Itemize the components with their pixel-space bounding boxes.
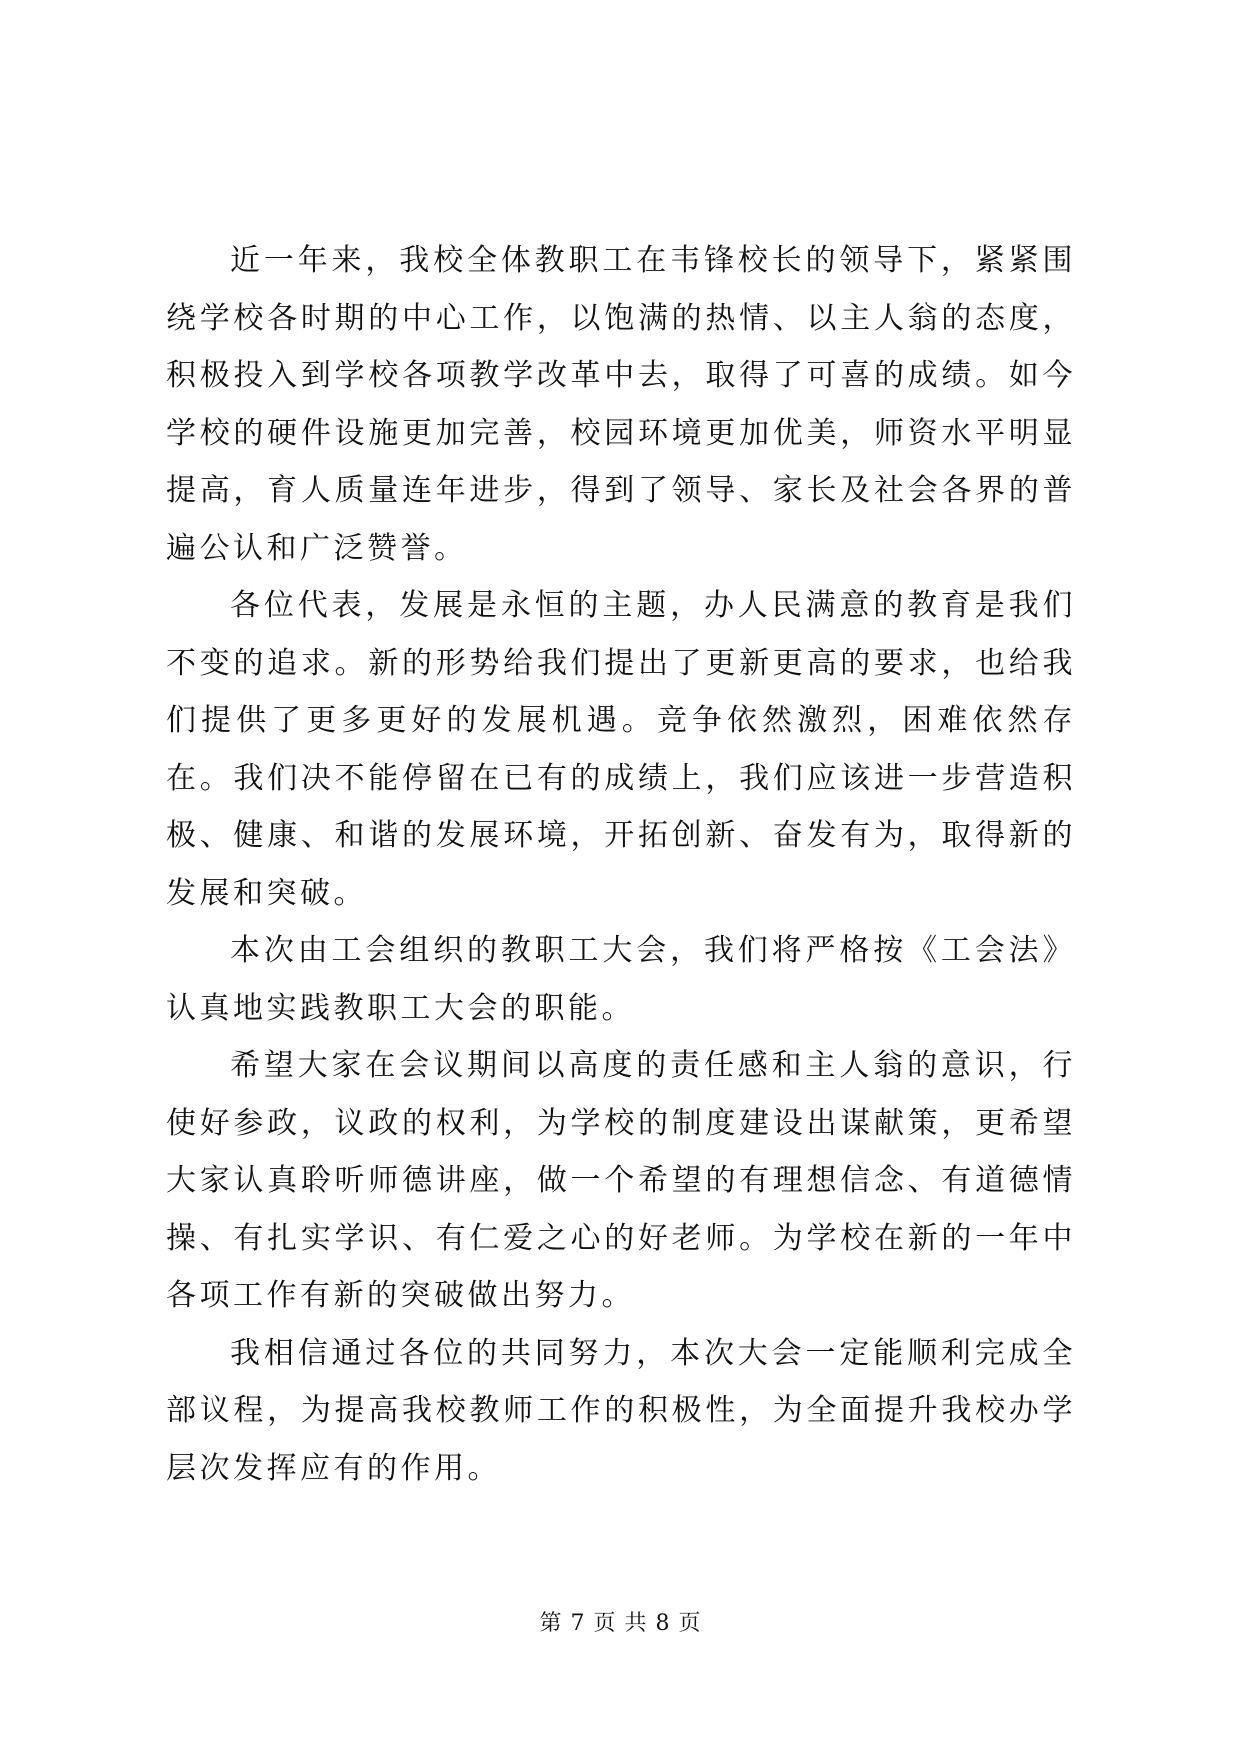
paragraph-2: 各位代表，发展是永恒的主题，办人民满意的教育是我们不变的追求。新的形势给我们提出了更新更高的要求，也给我们提供了更多更好的发展机遇。竞争依然激烈，困难依然存在。我们决不能停留在已有的成绩上，我们应该进一步营造积极、健康、和谐的发展环境，开拓创新、奋发有为，取得新的发展和突破。 [166,588,1076,911]
page-number-footer: 第 7 页 共 8 页 [539,1611,702,1636]
paragraph-1: 近一年来，我校全体教职工在韦锋校长的领导下，紧紧围绕学校各时期的中心工作，以饱满的热情、以主人翁的态度，积极投入到学校各项教学改革中去，取得了可喜的成绩。如今学校的硬件设施更加完善，校园环境更加优美，师资水平明显提高，育人质量连年进步，得到了领导、家长及社会各界的普遍公认和广泛赞誉。 [166,243,1076,566]
paragraph-3: 本次由工会组织的教职工大会，我们将严格按《工会法》认真地实践教职工大会的职能。 [166,933,1076,1026]
document-body [166,232,1076,1497]
paragraph-4: 希望大家在会议期间以高度的责任感和主人翁的意识，行使好参政，议政的权利，为学校的制度建设出谋献策，更希望大家认真聆听师德讲座，做一个希望的有理想信念、有道德情操、有扎实学识、有仁爱之心的好老师。为学校在新的一年中各项工作有新的突破做出努力。 [166,1048,1076,1313]
paragraph-5: 我相信通过各位的共同努力，本次大会一定能顺利完成全部议程，为提高我校教师工作的积极性，为全面提升我校办学层次发挥应有的作用。 [166,1335,1076,1486]
